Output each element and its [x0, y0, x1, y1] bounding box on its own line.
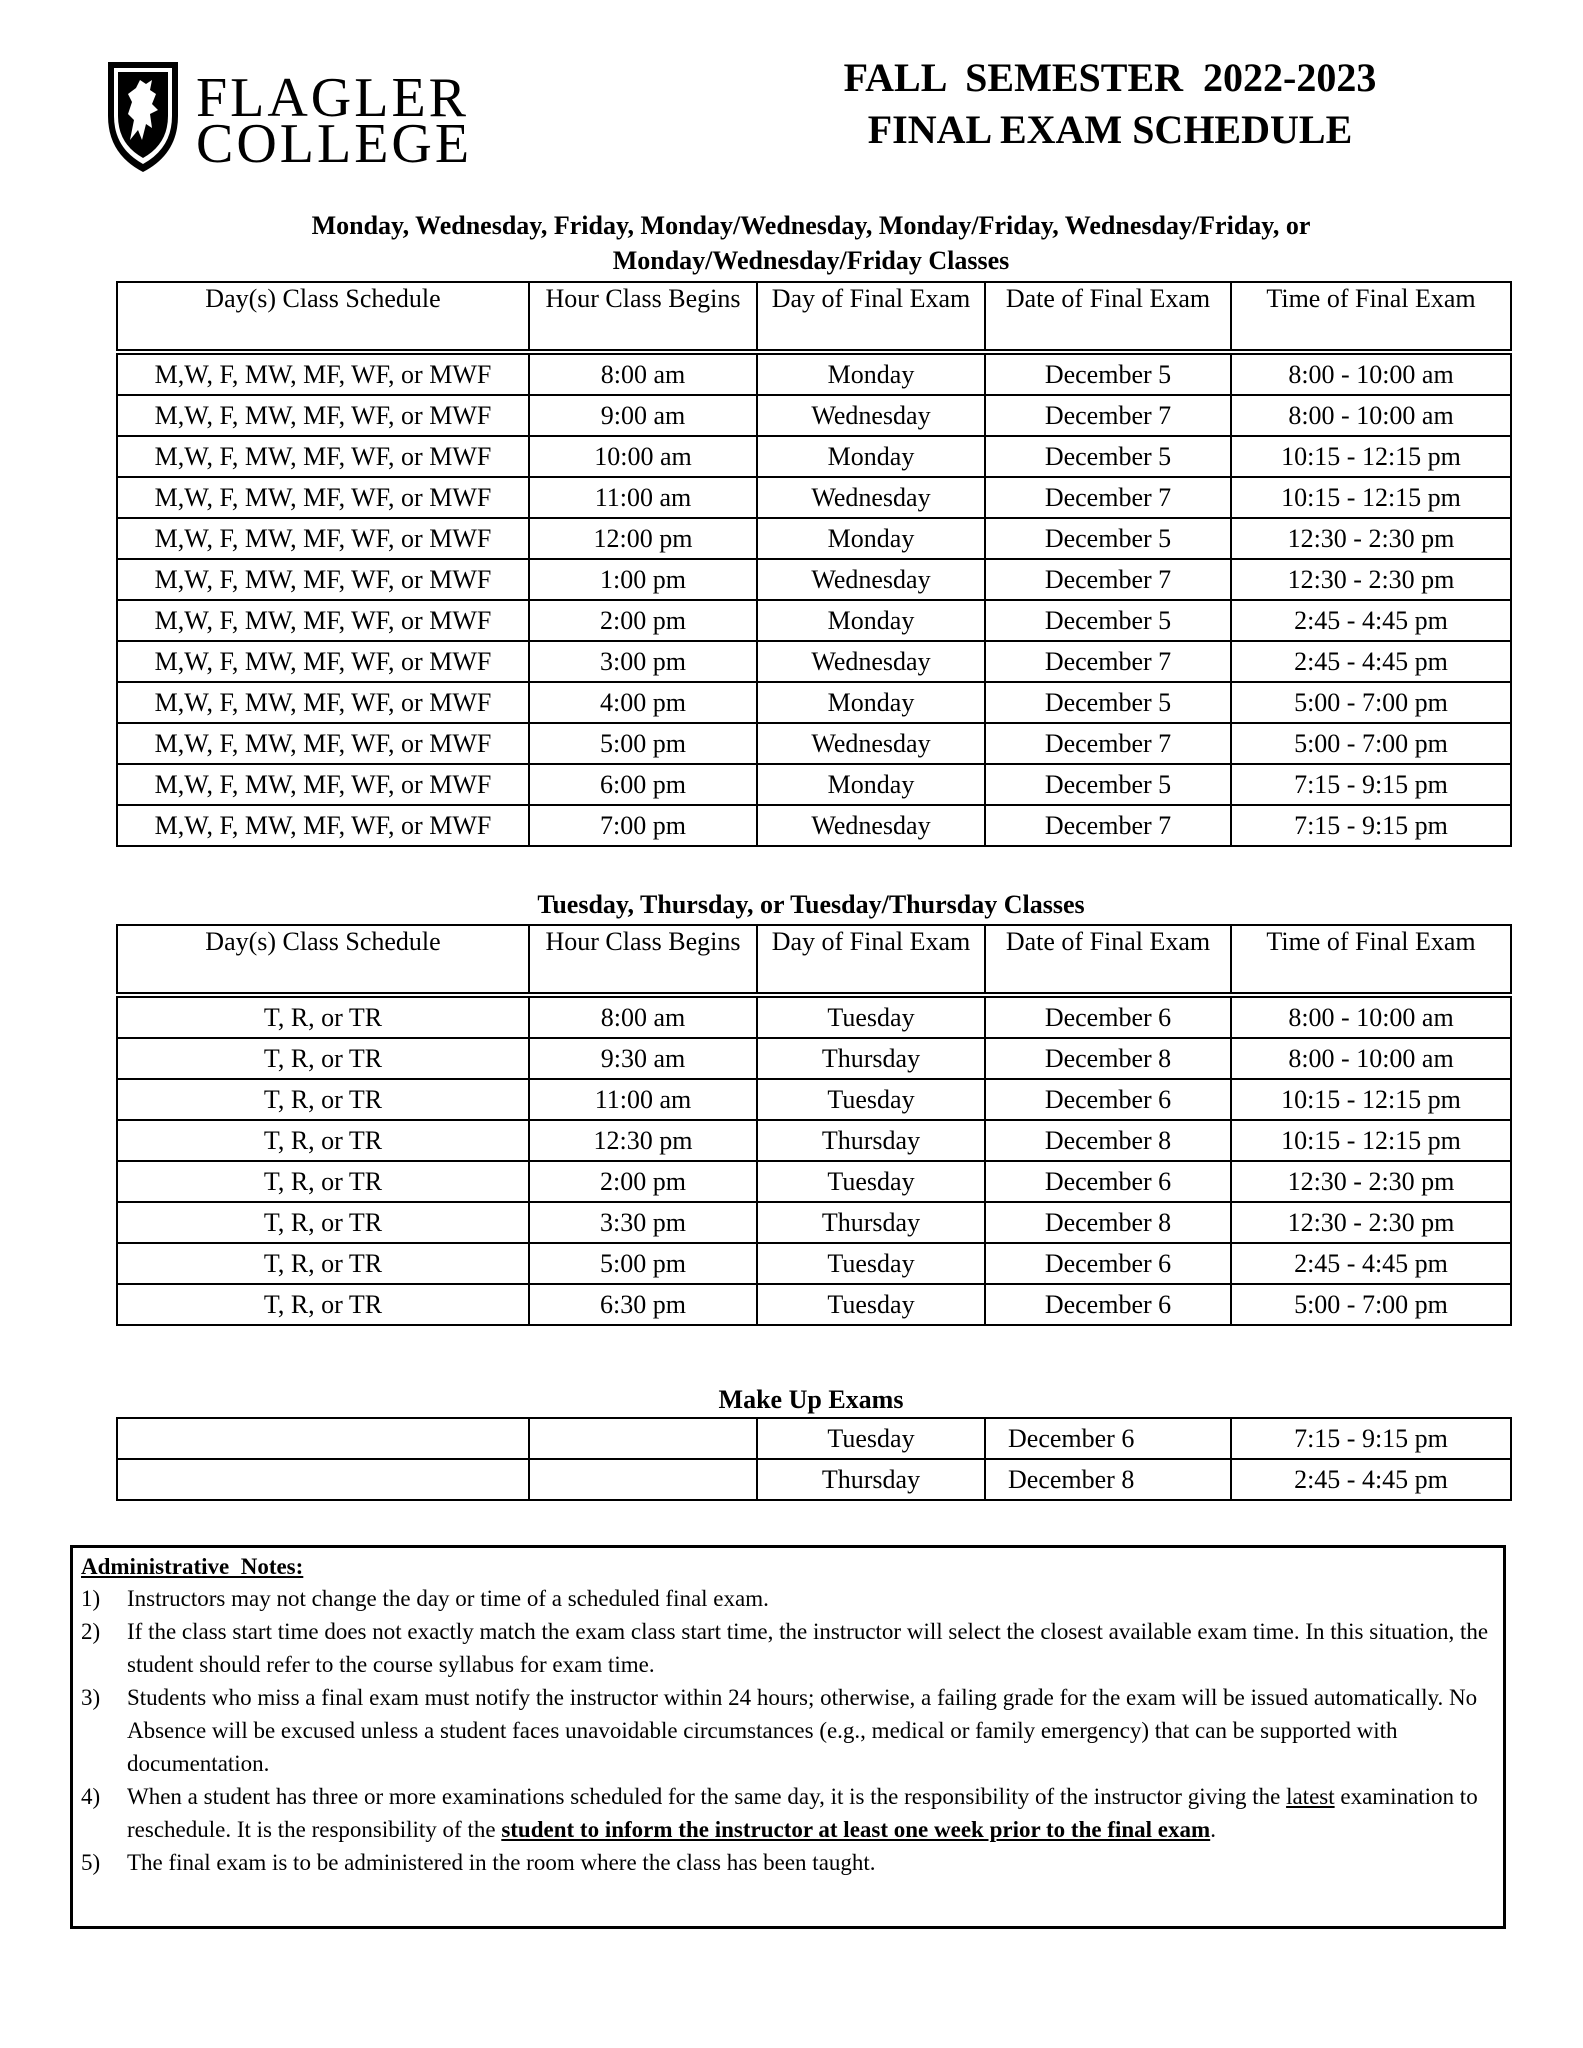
table-cell: M,W, F, MW, MF, WF, or MWF	[117, 518, 529, 559]
table-cell: Tuesday	[757, 1284, 985, 1325]
note-number: 2)	[81, 1619, 101, 1644]
table-cell: 4:00 pm	[529, 682, 757, 723]
table-cell: 7:15 - 9:15 pm	[1231, 764, 1511, 805]
note-item	[81, 1582, 1495, 1615]
table-cell: 10:15 - 12:15 pm	[1231, 477, 1511, 518]
note-text-part: .	[1210, 1817, 1216, 1842]
table-cell: December 6	[985, 995, 1231, 1038]
tr-schedule-table	[116, 924, 1512, 1326]
table-row	[117, 1038, 1511, 1079]
note-text: The final exam is to be administered in the room where the class has been taught.	[127, 1850, 876, 1875]
table-cell: T, R, or TR	[117, 1038, 529, 1079]
table-cell: T, R, or TR	[117, 995, 529, 1038]
tr-heading: Tuesday, Thursday, or Tuesday/Thursday Classes	[537, 890, 1085, 919]
table-cell: M,W, F, MW, MF, WF, or MWF	[117, 395, 529, 436]
table-cell: 8:00 - 10:00 am	[1231, 395, 1511, 436]
table-cell: T, R, or TR	[117, 1284, 529, 1325]
table-cell: 10:00 am	[529, 436, 757, 477]
lion-shield-icon	[106, 58, 180, 174]
note-number: 5)	[81, 1850, 101, 1875]
table-cell: 10:15 - 12:15 pm	[1231, 436, 1511, 477]
note-emphasis-student: student to inform the instructor at least one week prior to the final exam	[501, 1817, 1211, 1842]
table-cell: T, R, or TR	[117, 1243, 529, 1284]
table-row	[117, 1079, 1511, 1120]
table-cell: 2:00 pm	[529, 1161, 757, 1202]
table-row	[117, 641, 1511, 682]
table-cell: T, R, or TR	[117, 1120, 529, 1161]
table-cell: December 5	[985, 352, 1231, 395]
column-header: Day of Final Exam	[757, 282, 985, 352]
table-cell: Monday	[757, 352, 985, 395]
table-cell: 12:30 - 2:30 pm	[1231, 559, 1511, 600]
table-row	[117, 1202, 1511, 1243]
table-row	[117, 559, 1511, 600]
table-cell: 8:00 am	[529, 995, 757, 1038]
makeup-exams-table	[116, 1417, 1512, 1501]
column-header: Hour Class Begins	[529, 282, 757, 352]
note-number: 1)	[81, 1586, 101, 1611]
table-row	[117, 995, 1511, 1038]
mwf-heading	[116, 208, 1506, 278]
table-cell: Wednesday	[757, 395, 985, 436]
column-header: Day(s) Class Schedule	[117, 282, 529, 352]
table-cell: 10:15 - 12:15 pm	[1231, 1120, 1511, 1161]
table-cell: December 5	[985, 600, 1231, 641]
table-cell: 2:00 pm	[529, 600, 757, 641]
table-cell: December 7	[985, 641, 1231, 682]
note-text: If the class start time does not exactly match the exam class start time, the instructor will select the closest available exam time. In this situation, the student should refer to the course syllabus for exam time.	[127, 1619, 1489, 1677]
table-cell: Tuesday	[757, 1418, 985, 1459]
table-cell: December 5	[985, 436, 1231, 477]
table-cell: 12:30 - 2:30 pm	[1231, 1202, 1511, 1243]
table-header-row	[117, 925, 1511, 995]
table-cell: 9:00 am	[529, 395, 757, 436]
table-cell: Wednesday	[757, 641, 985, 682]
table-row	[117, 682, 1511, 723]
table-cell: December 8	[985, 1459, 1231, 1500]
table-cell: Tuesday	[757, 1161, 985, 1202]
column-header: Date of Final Exam	[985, 282, 1231, 352]
table-cell: M,W, F, MW, MF, WF, or MWF	[117, 559, 529, 600]
table-cell: 8:00 - 10:00 am	[1231, 352, 1511, 395]
table-cell: Wednesday	[757, 559, 985, 600]
table-cell: 5:00 pm	[529, 723, 757, 764]
table-cell: Wednesday	[757, 477, 985, 518]
table-cell: T, R, or TR	[117, 1161, 529, 1202]
table-cell: December 8	[985, 1038, 1231, 1079]
page-title	[760, 52, 1460, 156]
table-row	[117, 477, 1511, 518]
table-cell: December 5	[985, 518, 1231, 559]
table-cell: 8:00 - 10:00 am	[1231, 1038, 1511, 1079]
table-cell: 7:15 - 9:15 pm	[1231, 1418, 1511, 1459]
notes-title: Administrative Notes:	[81, 1554, 304, 1579]
mwf-heading-line1: Monday, Wednesday, Friday, Monday/Wednesday, Monday/Friday, Wednesday/Friday, or	[311, 211, 1311, 240]
table-cell: 5:00 - 7:00 pm	[1231, 1284, 1511, 1325]
table-row	[117, 1120, 1511, 1161]
logo-line2: COLLEGE	[196, 113, 473, 175]
table-cell: Thursday	[757, 1120, 985, 1161]
table-cell: 5:00 pm	[529, 1243, 757, 1284]
column-header: Day(s) Class Schedule	[117, 925, 529, 995]
table-cell: 11:00 am	[529, 1079, 757, 1120]
table-cell: M,W, F, MW, MF, WF, or MWF	[117, 682, 529, 723]
table-row	[117, 723, 1511, 764]
table-cell: 12:30 - 2:30 pm	[1231, 518, 1511, 559]
table-row	[117, 805, 1511, 846]
note-text	[127, 1780, 1495, 1846]
table-cell: 3:30 pm	[529, 1202, 757, 1243]
table-cell: 7:15 - 9:15 pm	[1231, 805, 1511, 846]
table-cell: December 6	[985, 1079, 1231, 1120]
table-row	[117, 518, 1511, 559]
table-cell: 8:00 - 10:00 am	[1231, 995, 1511, 1038]
table-row	[117, 1243, 1511, 1284]
table-row	[117, 764, 1511, 805]
note-number: 4)	[81, 1784, 101, 1809]
table-cell: 12:30 pm	[529, 1120, 757, 1161]
makeup-heading: Make Up Exams	[718, 1385, 904, 1414]
table-cell	[117, 1418, 529, 1459]
note-text: Students who miss a final exam must notify the instructor within 24 hours; otherwise, a failing grade for the exam will be issued automatically. No Absence will be excused unless a student faces unavoidable circumstances (e.g., medical or family emergency) that can be supported with documentation.	[127, 1685, 1478, 1776]
table-cell: 9:30 am	[529, 1038, 757, 1079]
table-cell: M,W, F, MW, MF, WF, or MWF	[117, 600, 529, 641]
table-row	[117, 1459, 1511, 1500]
table-cell: 12:00 pm	[529, 518, 757, 559]
mwf-heading-line2: Monday/Wednesday/Friday Classes	[612, 246, 1010, 275]
column-header: Date of Final Exam	[985, 925, 1231, 995]
table-cell: Monday	[757, 764, 985, 805]
table-cell: December 8	[985, 1120, 1231, 1161]
table-cell: 8:00 am	[529, 352, 757, 395]
flagler-college-logo	[106, 52, 526, 180]
title-line2: FINAL EXAM SCHEDULE	[867, 107, 1353, 152]
table-cell: December 7	[985, 805, 1231, 846]
table-cell: December 7	[985, 559, 1231, 600]
table-cell: M,W, F, MW, MF, WF, or MWF	[117, 764, 529, 805]
table-cell: 2:45 - 4:45 pm	[1231, 1243, 1511, 1284]
table-cell: December 6	[985, 1243, 1231, 1284]
table-cell: 3:00 pm	[529, 641, 757, 682]
table-cell: December 6	[985, 1284, 1231, 1325]
table-cell: 7:00 pm	[529, 805, 757, 846]
table-cell: 2:45 - 4:45 pm	[1231, 1459, 1511, 1500]
table-cell: Thursday	[757, 1202, 985, 1243]
table-cell: Monday	[757, 600, 985, 641]
note-text: Instructors may not change the day or time of a scheduled final exam.	[127, 1586, 769, 1611]
administrative-notes	[70, 1545, 1506, 1929]
note-number: 3)	[81, 1685, 101, 1710]
table-header-row	[117, 282, 1511, 352]
table-cell: Monday	[757, 682, 985, 723]
table-cell: 2:45 - 4:45 pm	[1231, 600, 1511, 641]
column-header: Hour Class Begins	[529, 925, 757, 995]
table-cell: 5:00 - 7:00 pm	[1231, 682, 1511, 723]
table-cell: 1:00 pm	[529, 559, 757, 600]
table-cell: Wednesday	[757, 723, 985, 764]
table-cell: 6:30 pm	[529, 1284, 757, 1325]
table-cell: December 5	[985, 764, 1231, 805]
table-cell: 12:30 - 2:30 pm	[1231, 1161, 1511, 1202]
table-cell: T, R, or TR	[117, 1202, 529, 1243]
logo-line1: FLAGLER	[196, 67, 469, 129]
table-cell: M,W, F, MW, MF, WF, or MWF	[117, 641, 529, 682]
table-cell: Wednesday	[757, 805, 985, 846]
table-cell	[529, 1418, 757, 1459]
table-row	[117, 352, 1511, 395]
table-cell: M,W, F, MW, MF, WF, or MWF	[117, 352, 529, 395]
table-cell: Tuesday	[757, 1243, 985, 1284]
note-emphasis-latest: latest	[1286, 1784, 1335, 1809]
table-cell: Thursday	[757, 1038, 985, 1079]
table-cell: 5:00 - 7:00 pm	[1231, 723, 1511, 764]
table-row	[117, 600, 1511, 641]
table-cell: Tuesday	[757, 1079, 985, 1120]
table-row	[117, 1284, 1511, 1325]
column-header: Time of Final Exam	[1231, 925, 1511, 995]
table-cell: 6:00 pm	[529, 764, 757, 805]
table-cell: Monday	[757, 436, 985, 477]
table-cell	[529, 1459, 757, 1500]
table-cell: December 5	[985, 682, 1231, 723]
table-cell: 10:15 - 12:15 pm	[1231, 1079, 1511, 1120]
note-item	[81, 1615, 1495, 1681]
note-item	[81, 1780, 1495, 1846]
table-cell: December 7	[985, 395, 1231, 436]
note-text-part: When a student has three or more examinations scheduled for the same day, it is the responsibility of the instructor giving the	[127, 1784, 1287, 1809]
table-cell: December 6	[985, 1161, 1231, 1202]
table-row	[117, 1161, 1511, 1202]
table-cell: M,W, F, MW, MF, WF, or MWF	[117, 477, 529, 518]
table-cell: M,W, F, MW, MF, WF, or MWF	[117, 805, 529, 846]
title-line1: FALL SEMESTER 2022-2023	[843, 55, 1377, 100]
note-item	[81, 1846, 1495, 1879]
table-cell: M,W, F, MW, MF, WF, or MWF	[117, 436, 529, 477]
table-cell: December 7	[985, 723, 1231, 764]
note-item	[81, 1681, 1495, 1780]
table-cell: December 6	[985, 1418, 1231, 1459]
table-row	[117, 1418, 1511, 1459]
table-row	[117, 395, 1511, 436]
table-cell: December 7	[985, 477, 1231, 518]
note-text-part: examination to reschedule. It is the responsibility of the	[127, 1784, 1478, 1842]
table-row	[117, 436, 1511, 477]
table-cell: Monday	[757, 518, 985, 559]
table-cell: Thursday	[757, 1459, 985, 1500]
column-header: Day of Final Exam	[757, 925, 985, 995]
column-header: Time of Final Exam	[1231, 282, 1511, 352]
table-cell: T, R, or TR	[117, 1079, 529, 1120]
table-cell	[117, 1459, 529, 1500]
table-cell: December 8	[985, 1202, 1231, 1243]
table-cell: 2:45 - 4:45 pm	[1231, 641, 1511, 682]
table-cell: M,W, F, MW, MF, WF, or MWF	[117, 723, 529, 764]
mwf-schedule-table	[116, 281, 1512, 847]
table-cell: Tuesday	[757, 995, 985, 1038]
table-cell: 11:00 am	[529, 477, 757, 518]
